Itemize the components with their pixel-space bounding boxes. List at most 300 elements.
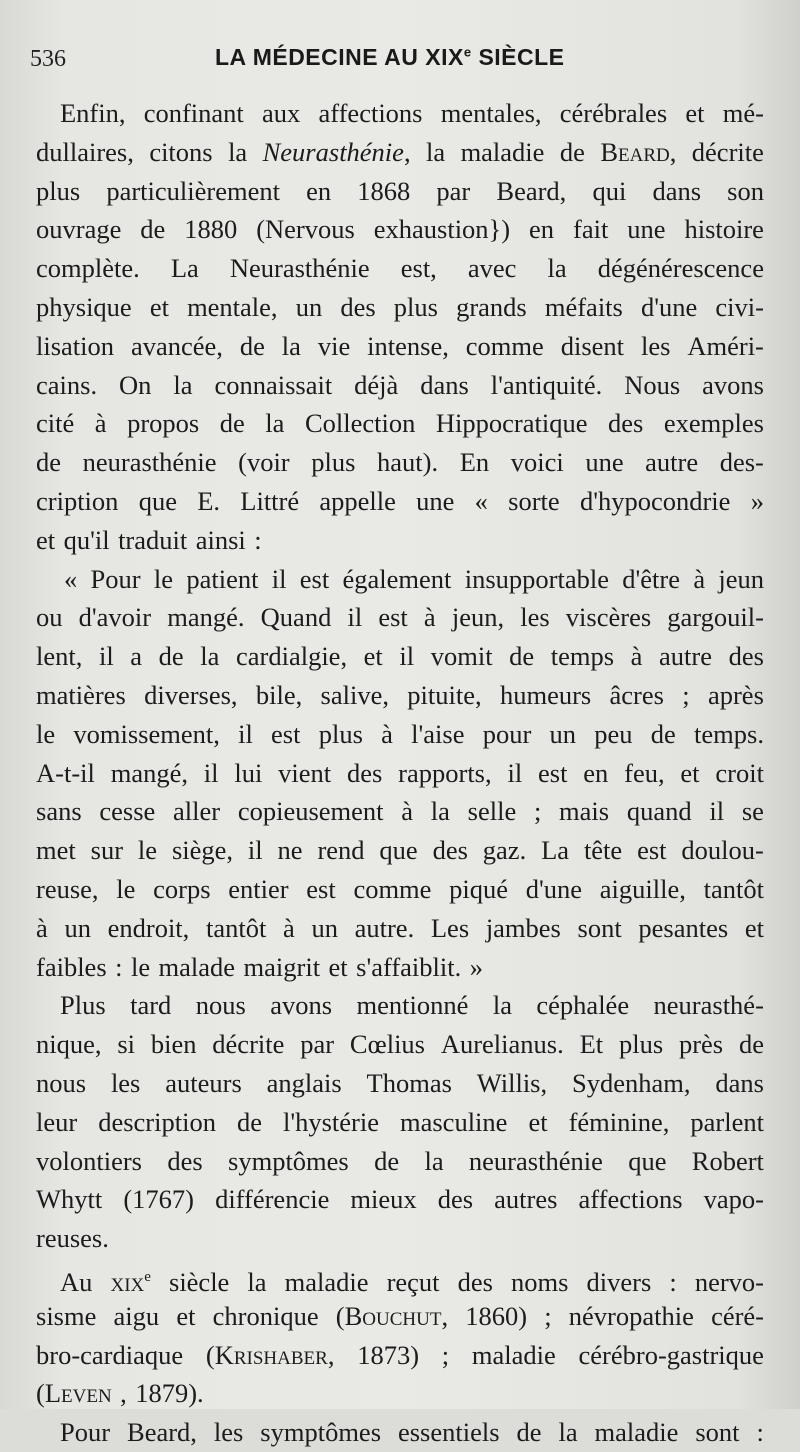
word: les	[110, 1067, 141, 1098]
word: une	[627, 214, 666, 245]
word: la	[430, 796, 450, 827]
word: (Krishaber,	[205, 1339, 335, 1370]
text-line	[36, 288, 764, 327]
word: gargouil-	[667, 602, 764, 633]
word: plus	[318, 718, 363, 749]
word: en	[306, 175, 332, 206]
text-line	[36, 870, 764, 909]
word: Et	[579, 1029, 604, 1060]
word: autre	[659, 641, 712, 672]
word: âcres	[609, 679, 664, 710]
word: et	[680, 757, 700, 788]
word: il	[399, 641, 415, 672]
text-line	[36, 831, 764, 870]
word: des	[728, 641, 764, 672]
word: aiguille,	[599, 873, 686, 904]
word: d'avoir	[78, 602, 152, 633]
word: l'antiquité.	[490, 369, 603, 400]
word: Quand	[260, 602, 332, 633]
word: avec	[467, 253, 517, 284]
running-head	[0, 38, 800, 78]
word: il	[347, 602, 363, 633]
word: Au	[60, 1266, 93, 1297]
word: une	[585, 447, 624, 478]
text-line	[36, 1374, 764, 1413]
word: intense,	[367, 330, 449, 361]
word: autres	[494, 1184, 558, 1215]
text-line	[36, 1297, 764, 1336]
word: Neurasthénie	[229, 253, 370, 284]
word: ;	[533, 796, 542, 827]
text-line	[36, 560, 764, 599]
word: un	[311, 912, 338, 943]
word: méfaits	[544, 291, 623, 322]
word: exemples	[663, 408, 764, 439]
word: :	[115, 951, 123, 982]
word: les	[520, 602, 550, 633]
text-line	[36, 1064, 764, 1103]
word: féminine,	[568, 1106, 670, 1137]
word: est	[271, 718, 301, 749]
word: névropathie	[568, 1300, 694, 1331]
word: lent,	[36, 641, 83, 672]
word: Beard,	[496, 175, 567, 206]
word: symptômes	[228, 1145, 349, 1176]
text-line	[36, 676, 764, 715]
word: la	[558, 1417, 578, 1448]
word: d'hypocondrie	[579, 485, 731, 516]
word: qui	[592, 175, 627, 206]
word: divers	[586, 1266, 652, 1297]
word: pituite,	[407, 679, 482, 710]
word: de	[738, 1029, 764, 1060]
word: insupportable	[464, 563, 609, 594]
word: à	[401, 796, 414, 827]
word: parlent	[690, 1106, 764, 1137]
word: copieusement	[237, 796, 384, 827]
word: la	[492, 990, 512, 1021]
text-line	[36, 327, 764, 366]
word: corps	[153, 873, 211, 904]
word: est	[538, 757, 568, 788]
word: vomissement,	[73, 718, 220, 749]
word: avons	[270, 990, 333, 1021]
word: il	[247, 835, 263, 866]
word: ;	[682, 679, 690, 710]
word: à	[630, 641, 643, 672]
word: mieux	[350, 1184, 417, 1215]
word: autre	[645, 447, 699, 478]
word: Améri-	[687, 330, 764, 361]
word: fait	[573, 214, 609, 245]
word: sisme	[36, 1300, 97, 1331]
word: vie	[317, 330, 351, 361]
word: maladie	[460, 136, 545, 167]
word: entier	[228, 873, 289, 904]
word: après	[707, 679, 764, 710]
word: les	[640, 330, 671, 361]
word: appelle	[319, 485, 396, 516]
word: (Leven ,	[36, 1378, 127, 1409]
word: maladie	[594, 1417, 679, 1448]
word: comme	[465, 330, 544, 361]
word: avons	[702, 369, 764, 400]
word: la	[228, 136, 248, 167]
word: des	[432, 835, 468, 866]
word: d'être	[622, 563, 681, 594]
word: lui	[234, 757, 263, 788]
word: On	[119, 369, 152, 400]
text-line	[36, 94, 764, 133]
word: Willis,	[476, 1067, 548, 1098]
word: ouvrage	[36, 214, 122, 245]
word: se	[741, 796, 764, 827]
word: noms	[511, 1266, 569, 1297]
word: rapports,	[398, 757, 492, 788]
word: symptômes	[260, 1417, 382, 1448]
word: viscères	[565, 602, 652, 633]
word: physique	[36, 291, 132, 322]
word: cains.	[36, 369, 98, 400]
word: La	[170, 253, 199, 284]
word: leur	[36, 1106, 78, 1137]
word: plus	[618, 1029, 664, 1060]
word: et	[363, 641, 383, 672]
word: Nous	[624, 369, 681, 400]
word: le	[36, 718, 56, 749]
word: tard	[130, 990, 172, 1021]
word: »	[469, 951, 483, 982]
word: cription	[36, 485, 119, 516]
word: :	[669, 1266, 677, 1297]
word: son	[727, 175, 764, 206]
word: est	[299, 563, 330, 594]
word: vomit	[430, 641, 493, 672]
word: xix$^e$	[110, 1266, 151, 1297]
word: reuses.	[36, 1223, 109, 1254]
word: est	[637, 835, 667, 866]
word: sont	[577, 912, 622, 943]
word: grands	[456, 291, 527, 322]
word: que	[379, 835, 418, 866]
text-line	[36, 1025, 764, 1064]
word: il	[98, 641, 114, 672]
word: Pour	[90, 563, 141, 594]
word: ainsi	[195, 524, 246, 555]
word: des-	[719, 447, 764, 478]
text-line	[36, 909, 764, 948]
word: et	[36, 524, 56, 555]
word: s'affaiblit.	[356, 951, 462, 982]
word: anglais	[266, 1067, 342, 1098]
word: Plus	[60, 990, 106, 1021]
word: un	[295, 291, 323, 322]
word: bien	[150, 1029, 197, 1060]
word: différencie	[215, 1184, 330, 1215]
word: «	[64, 563, 78, 594]
word: Hippocratique	[435, 408, 588, 439]
word: un	[64, 912, 91, 943]
word: piqué	[449, 873, 509, 904]
word: reçut	[386, 1266, 440, 1297]
word: citons	[149, 136, 213, 167]
word: autre.	[354, 912, 415, 943]
word: neurasthénie	[468, 1145, 603, 1176]
word: qu'il	[63, 524, 110, 555]
word: Robert	[691, 1145, 764, 1176]
word: nous	[36, 1067, 87, 1098]
word: cérébrales	[559, 98, 668, 128]
word: A-t-il	[36, 757, 95, 788]
word: céphalée	[536, 990, 630, 1021]
text-line	[36, 404, 764, 443]
word: Beard,	[127, 1417, 197, 1448]
word: dans	[715, 1067, 764, 1098]
text-line	[36, 1258, 764, 1297]
word: Littré	[240, 485, 300, 516]
word: «	[474, 485, 488, 516]
word: a	[130, 641, 143, 672]
word: la	[547, 253, 567, 284]
word: jeun,	[451, 602, 505, 633]
word: (Nervous	[256, 214, 355, 245]
word: haut).	[377, 447, 439, 478]
word: cesse	[99, 796, 156, 827]
word: il	[271, 563, 287, 594]
word: 1860)	[465, 1300, 528, 1331]
word: d'une	[640, 291, 698, 322]
word: en	[529, 214, 555, 245]
word: masculine	[400, 1106, 508, 1137]
word: reuse,	[36, 873, 99, 904]
word: l'hystérie	[282, 1106, 379, 1137]
word: mangé.	[167, 602, 245, 633]
word: diverses,	[144, 679, 238, 710]
word: et	[328, 951, 348, 982]
text-line	[36, 1142, 764, 1181]
word: sur	[90, 835, 124, 866]
word: doulou-	[681, 835, 764, 866]
word: cité	[36, 408, 75, 439]
word: voici	[510, 447, 564, 478]
word: par	[300, 1029, 335, 1060]
word: tantôt	[205, 912, 267, 943]
word: 1873)	[357, 1339, 420, 1370]
word: sans	[36, 796, 82, 827]
word: des	[347, 757, 383, 788]
word: de	[374, 1145, 400, 1176]
word: est,	[400, 253, 437, 284]
text-line	[36, 948, 764, 987]
word: cardialgie,	[235, 641, 348, 672]
word: la	[200, 641, 220, 672]
word: Les	[430, 912, 470, 943]
word: peu	[594, 718, 633, 749]
word: à	[94, 408, 107, 439]
word: bile,	[255, 679, 303, 710]
word: il	[507, 757, 523, 788]
word: le	[116, 873, 136, 904]
word: :	[756, 1417, 764, 1448]
word: exhaustion})	[373, 214, 511, 245]
word: Pour	[60, 1417, 111, 1448]
word: dégénérescence	[597, 253, 764, 284]
word: confinant	[143, 98, 244, 128]
word: mentionné	[356, 990, 469, 1021]
word: selle	[467, 796, 517, 827]
word: à	[423, 602, 436, 633]
word: il	[203, 757, 219, 788]
word: temps.	[694, 718, 764, 749]
word: En	[459, 447, 490, 478]
word: de	[650, 718, 676, 749]
word: dans	[652, 175, 702, 206]
word: (voir	[238, 447, 290, 478]
word: neurasthé-	[653, 990, 764, 1021]
word: et	[528, 1106, 548, 1137]
text-line	[36, 1336, 764, 1375]
word: gaz.	[482, 835, 527, 866]
word: par	[436, 175, 471, 206]
word: un	[549, 718, 577, 749]
word: 1879).	[135, 1378, 204, 1409]
word: est	[306, 873, 336, 904]
text-line	[36, 210, 764, 249]
word: la	[281, 330, 301, 361]
word: Aurelianus.	[440, 1029, 564, 1060]
word: il	[709, 796, 725, 827]
text-line	[36, 482, 764, 521]
word: décrite	[212, 1029, 285, 1060]
word: temps	[550, 641, 615, 672]
word: malade	[158, 951, 236, 982]
text-line	[36, 1180, 764, 1219]
word: sorte	[508, 485, 560, 516]
word: et	[685, 98, 705, 128]
word: humeurs	[499, 679, 592, 710]
word: avancée,	[130, 330, 223, 361]
word: il	[238, 718, 253, 749]
word: mentales,	[440, 98, 542, 128]
word: une	[416, 485, 455, 516]
word: de	[509, 641, 535, 672]
word: de	[236, 1106, 262, 1137]
word: plus	[36, 175, 81, 206]
word: tantôt	[703, 873, 764, 904]
word: quand	[626, 796, 692, 827]
word: jambes	[485, 912, 561, 943]
word: propos	[127, 408, 200, 439]
word: des	[437, 1184, 474, 1215]
word: la	[247, 1266, 267, 1297]
word: le	[137, 835, 158, 866]
word: des	[340, 291, 376, 322]
word: mais	[559, 796, 610, 827]
word: comme	[353, 873, 432, 904]
word: complète.	[36, 253, 140, 284]
word: maladie	[471, 1339, 556, 1370]
word: l'aise	[411, 718, 465, 749]
word: affections	[318, 98, 423, 128]
word: feu,	[624, 757, 665, 788]
word: déjà	[354, 369, 399, 400]
text-line	[36, 1413, 764, 1452]
word: siège,	[171, 835, 234, 866]
body-text	[36, 94, 764, 1452]
word: aller	[173, 796, 221, 827]
word: d'une	[525, 873, 583, 904]
word: rend	[317, 835, 365, 866]
word: près	[678, 1029, 724, 1060]
word: à	[283, 912, 295, 943]
text-line	[36, 366, 764, 405]
word: pour	[482, 718, 532, 749]
word: disent	[560, 330, 625, 361]
text-line	[36, 1219, 764, 1258]
text-line	[36, 754, 764, 793]
word: connaissait	[214, 369, 333, 400]
word: de	[140, 214, 166, 245]
word: maladie	[284, 1266, 369, 1297]
word: affections	[578, 1184, 683, 1215]
word: de	[219, 408, 245, 439]
word: est	[378, 602, 408, 633]
word: (1767)	[123, 1184, 194, 1215]
word: vient	[278, 757, 332, 788]
word: volontiers	[36, 1145, 142, 1176]
word: croit	[715, 757, 764, 788]
word: et	[176, 1300, 196, 1331]
word: plus	[311, 447, 356, 478]
word: céré-	[711, 1300, 764, 1331]
word: essentiels	[397, 1417, 500, 1448]
word: traduit	[118, 524, 188, 555]
text-line	[36, 443, 764, 482]
word: nous	[195, 990, 246, 1021]
word: des	[167, 1145, 203, 1176]
word: à	[381, 718, 393, 749]
text-line	[36, 1103, 764, 1142]
word: Thomas	[366, 1067, 452, 1098]
word: et	[149, 291, 169, 322]
word: Neurasthénie,	[262, 136, 411, 167]
word: faibles	[36, 951, 107, 982]
word: le	[130, 951, 151, 982]
word: cérébro-gastrique	[578, 1339, 764, 1370]
word: dans	[420, 369, 469, 400]
word: met	[36, 835, 76, 866]
word: plus	[393, 291, 438, 322]
word: si	[117, 1029, 136, 1060]
text-line	[36, 986, 764, 1025]
word: 1880	[184, 214, 238, 245]
word: des	[457, 1266, 493, 1297]
word: mangé,	[110, 757, 188, 788]
word: le	[153, 563, 174, 594]
word: La	[541, 835, 570, 866]
word: mentale,	[187, 291, 278, 322]
text-line	[36, 715, 764, 754]
word: des	[608, 408, 644, 439]
word: siècle	[169, 1266, 230, 1297]
word: la	[265, 408, 285, 439]
word: neurasthénie	[82, 447, 217, 478]
text-line	[36, 172, 764, 211]
word: et	[744, 912, 764, 943]
word: »	[750, 485, 764, 516]
word: sont	[695, 1417, 740, 1448]
word: en	[583, 757, 609, 788]
